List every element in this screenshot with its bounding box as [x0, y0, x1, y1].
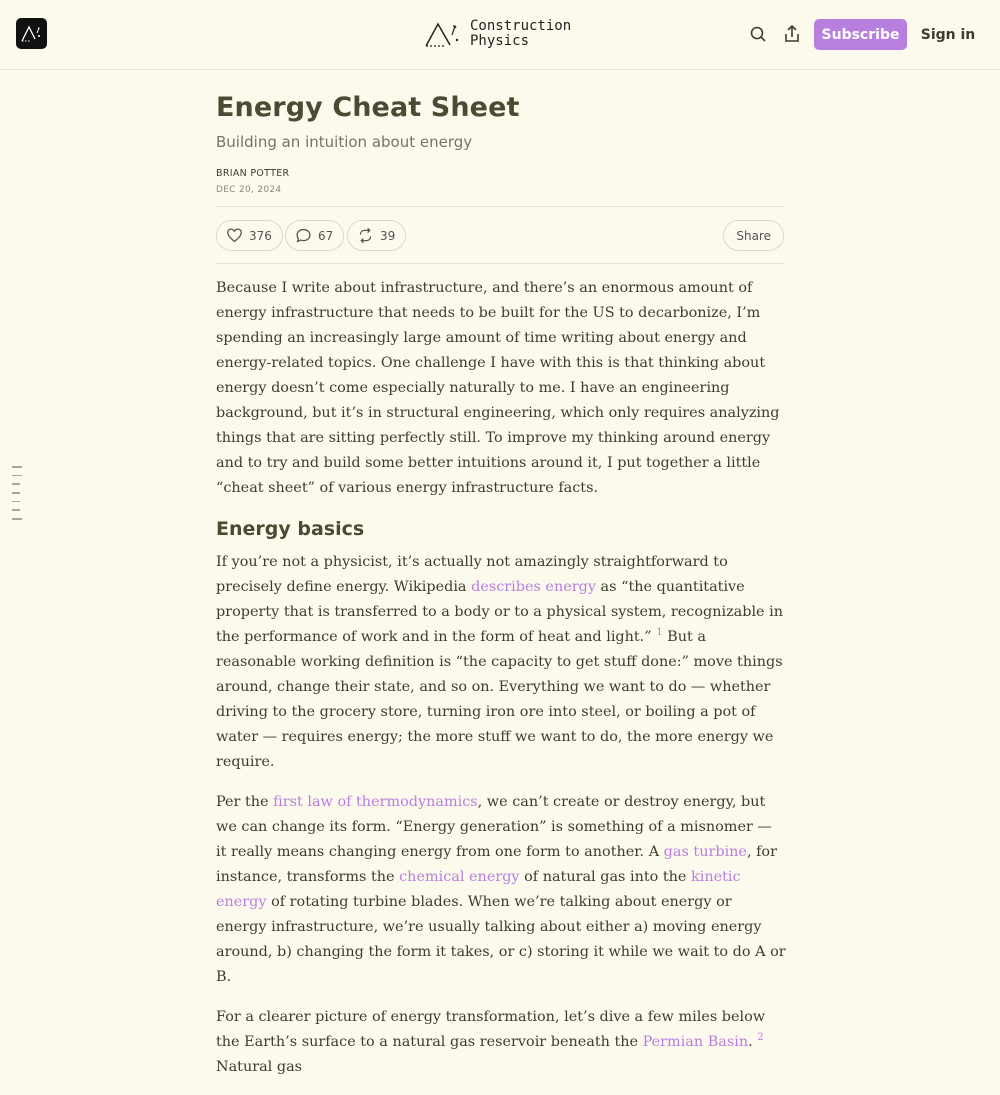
restack-count: 39 [380, 228, 396, 243]
paragraph [216, 550, 786, 775]
toc-line [12, 492, 20, 494]
table-of-contents-toggle[interactable] [12, 466, 24, 527]
article-title: Energy Cheat Sheet [216, 92, 520, 123]
footnote-1[interactable]: 1 [656, 627, 663, 638]
comment-button[interactable] [285, 220, 344, 251]
heart-icon [226, 227, 243, 244]
post-actions-bar [216, 206, 784, 264]
toc-line [12, 518, 22, 520]
search-icon[interactable] [748, 24, 768, 44]
paragraph-text: , we can’t create or destroy energy, but we can change its form. “Energy generation” is something of a misnomer — it really means changing energy from one form to another. A [216, 794, 772, 860]
like-button[interactable] [216, 220, 283, 251]
subscribe-button[interactable]: Subscribe [814, 19, 907, 50]
link-permian-basin[interactable]: Permian Basin [642, 1034, 749, 1050]
logo-line-1: Construction [470, 18, 572, 34]
paragraph-text: . [748, 1034, 753, 1050]
toc-line [12, 466, 22, 468]
toc-line [12, 475, 22, 477]
footnote-2[interactable]: 2 [757, 1032, 764, 1043]
link-chemical-energy[interactable]: chemical energy [399, 869, 520, 885]
paragraph-text: If you’re not a physicist, it’s actually not amazingly straightforward to precisely define energy. Wikipedia [216, 554, 728, 595]
section-heading: Energy basics [216, 518, 365, 540]
share-icon[interactable] [782, 24, 802, 44]
restack-icon [357, 227, 374, 244]
toc-line [12, 509, 20, 511]
link-first-law-thermodynamics[interactable]: first law of thermodynamics [273, 794, 478, 810]
article-subtitle: Building an intuition about energy [216, 133, 473, 151]
comment-icon [295, 227, 312, 244]
paragraph-text: of natural gas into the [519, 869, 692, 885]
paragraph: Because I write about infrastructure, and there’s an enormous amount of energy infrastructure that needs to be built for the US to decarbonize, I’m spending an increasingly large amount of time writing about energy and energy-related topics. One challenge I have with this is that thinking about energy doesn’t come especially naturally to me. I have an engineering background, but it’s in structural engineering, which only requires analyzing things that are sitting perfectly still. To improve my thinking around energy and to try and build some better intuitions around it, I put together a little “cheat sheet” of various energy infrastructure facts. [216, 280, 780, 496]
like-count: 376 [249, 228, 272, 243]
paragraph-text: , for instance, transforms the [216, 844, 777, 885]
logo-mountain-icon [424, 19, 464, 49]
link-gas-turbine[interactable]: gas turbine [663, 844, 747, 860]
toc-line [12, 501, 20, 503]
comment-count: 67 [318, 228, 334, 243]
paragraph-text: For a clearer picture of energy transformation, let’s dive a few miles below the Earth’s surface to a natural gas reservoir beneath the [216, 1009, 766, 1050]
paragraph-text: But a reasonable working definition is “the capacity to get stuff done:” move things around, change their state, and so on. Everything we want to do — whether driving to the grocery store, turning iron ore into steel, or boiling a pot of water — requires energy; the more stuff we want to do, the more energy we require. [216, 629, 783, 770]
top-bar [0, 0, 1000, 70]
author-name[interactable]: BRIAN POTTER [216, 168, 290, 179]
sign-in-button[interactable]: Sign in [915, 19, 981, 50]
publish-date: DEC 20, 2024 [216, 185, 282, 195]
share-button[interactable]: Share [723, 220, 784, 251]
paragraph-text: Natural gas [216, 1059, 303, 1075]
paragraph [216, 1005, 786, 1080]
paragraph-text: of rotating turbine blades. When we’re talking about energy or energy infrastructure, we’re usually talking about either a) moving energy around, b) changing the form it takes, or c) storing it while we wait to do A or B. [216, 894, 786, 985]
paragraph [216, 790, 786, 990]
paragraph-text: Per the [216, 794, 274, 810]
link-kinetic-energy[interactable]: kinetic energy [216, 869, 741, 910]
paragraph-text: as “the quantitative property that is transferred to a body or to a physical system, recognizable in the performance of work and in the form of heat and light.” [216, 579, 784, 645]
article-body [216, 276, 786, 1095]
restack-button[interactable] [347, 220, 406, 251]
logo-line-2: Physics [470, 33, 530, 49]
logo-wordmark [470, 19, 571, 49]
toc-line [12, 483, 20, 485]
article-header [216, 92, 784, 195]
site-logo[interactable] [424, 17, 571, 51]
link-describes-energy[interactable]: describes energy [471, 579, 596, 595]
publication-logo-icon[interactable] [16, 18, 47, 49]
